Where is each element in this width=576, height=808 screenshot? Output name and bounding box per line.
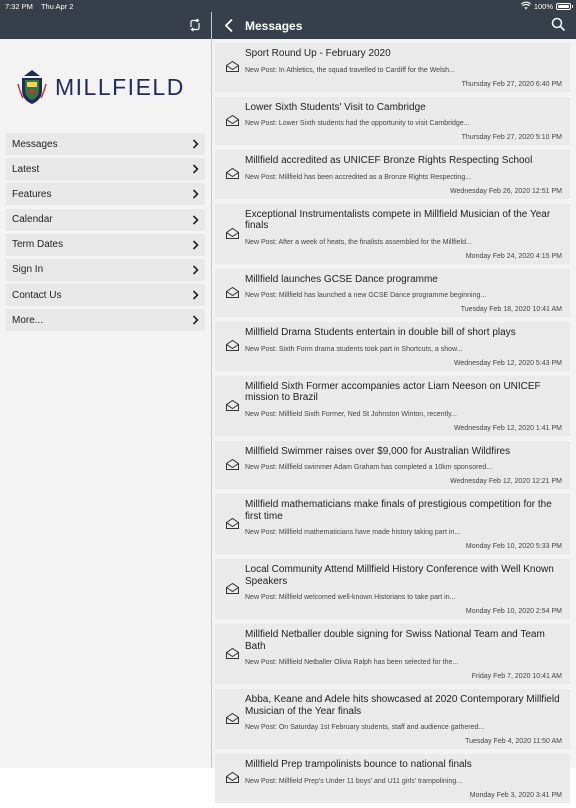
envelope-open-icon [225,60,240,73]
messages-header [212,12,576,39]
message-date: Tuesday Feb 18, 2020 10:41 AM [460,306,562,313]
sidebar-item-label: Messages [12,138,58,150]
message-title: Exceptional Instrumentalists compete in Millfield Musician of the Year finals [245,208,551,231]
message-date: Monday Feb 24, 2020 4:15 PM [465,252,562,260]
sidebar-header [0,12,211,39]
sync-icon[interactable] [188,18,202,32]
chevron-right-icon [192,240,199,250]
page-title: Messages [245,19,303,33]
message-title: Millfield mathematicians make finals of prestigious competition for the first time [245,499,552,522]
message-card[interactable] [215,441,570,490]
chevron-right-icon [192,290,199,300]
message-date: Wednesday Feb 26, 2020 12:51 PM [450,187,562,195]
message-date: Tuesday Feb 4, 2020 11:50 AM [465,738,562,745]
status-date: Thu Apr 2 [40,1,74,11]
message-preview: New Post: After a week of heats, the finalists assembled for the Millfield... [245,238,472,246]
chevron-right-icon [192,265,199,275]
message-date: Wednesday Feb 12, 2020 5:43 PM [453,359,562,367]
sidebar-item-more[interactable] [6,309,205,331]
message-title: Millfield Swimmer raises over $9,000 for Australian Wildfires [245,445,511,457]
message-card[interactable] [215,624,570,684]
wifi-icon [521,2,531,10]
status-time: 7:32 PM [5,1,33,11]
message-title: Sport Round Up - February 2020 [245,48,391,59]
envelope-open-icon [225,771,240,784]
sidebar-item-label: Calendar [12,214,53,226]
envelope-open-icon [225,582,240,595]
envelope-open-icon [225,712,240,725]
envelope-open-icon [225,647,240,660]
sidebar-item-features[interactable] [6,183,205,205]
message-preview: New Post: Millfield Sixth Former, Ned St Johnston Winton, recently... [245,410,457,418]
envelope-open-icon [225,339,240,352]
message-card[interactable] [215,204,570,264]
envelope-open-icon [225,227,240,240]
sidebar-item-sign-in[interactable] [6,259,205,281]
sidebar-item-label: More... [12,314,44,326]
message-date: Friday Feb 7, 2020 10:41 AM [471,673,562,680]
message-preview: New Post: Millfield has launched a new GCSE Dance programme beginning... [245,292,487,299]
school-crest-icon [17,68,47,106]
back-chevron-icon[interactable] [223,18,235,33]
millfield-logo [17,68,185,106]
message-date: Monday Feb 10, 2020 5:33 PM [465,543,562,550]
sidebar-item-messages[interactable] [6,133,205,155]
message-card[interactable] [215,43,570,92]
sidebar-item-term-dates[interactable] [6,234,205,256]
message-preview: New Post: Sixth Form drama students took part in Shortcuts, a show... [245,345,463,353]
message-title: Millfield Netballer double signing for Swiss National Team and Team Bath [245,629,545,652]
message-title: Local Community Attend Millfield History Conference with Well Known Speakers [245,564,554,587]
message-card[interactable] [215,269,570,318]
message-date: Monday Feb 3, 2020 3:41 PM [469,791,562,799]
message-preview: New Post: Lower Sixth students had the opportunity to visit Cambridge... [245,120,470,127]
message-card[interactable] [215,150,570,199]
message-title: Lower Sixth Students' Visit to Cambridge [245,101,426,113]
message-card[interactable] [215,689,570,749]
envelope-open-icon [225,458,240,471]
message-list [215,43,570,808]
message-preview: New Post: Millfield mathematicians have made history taking part in... [245,529,461,536]
sidebar-item-label: Sign In [12,264,44,276]
search-icon[interactable] [551,17,566,32]
chevron-right-icon [192,189,199,199]
message-card[interactable] [215,376,570,436]
message-title: Abba, Keane and Adele hits showcased at 2020 Contemporary Millfield Musician of the Year finals [245,694,560,717]
envelope-open-icon [225,286,240,299]
messages-pane [212,12,576,799]
message-card[interactable] [215,754,570,803]
chevron-right-icon [192,164,199,174]
sidebar-item-latest[interactable] [6,158,205,180]
sidebar-item-label: Latest [12,163,40,175]
sidebar-item-contact-us[interactable] [6,284,205,306]
envelope-open-icon [225,114,240,127]
message-preview: New Post: Millfield Netballer Olivia Ralph has been selected for the... [245,659,459,666]
message-preview: New Post: Millfield swimmer Adam Graham has completed a 10km sponsored... [245,464,493,471]
battery-icon [556,3,571,10]
sidebar-item-label: Contact Us [12,289,62,301]
message-preview: New Post: Millfield welcomed well-known Historians to take part in... [245,594,456,601]
message-date: Wednesday Feb 12, 2020 1:41 PM [453,424,562,432]
message-card[interactable] [215,494,570,554]
sidebar-item-label: Features [12,188,52,200]
envelope-open-icon [225,167,240,180]
message-title: Millfield Drama Students entertain in double bill of short plays [245,327,516,338]
chevron-right-icon [192,139,199,149]
message-card[interactable] [215,322,570,371]
envelope-open-icon [225,517,240,530]
message-card[interactable] [215,97,570,146]
chevron-right-icon [192,215,199,225]
message-title: Millfield Sixth Former accompanies actor Liam Neeson on UNICEF mission to Brazil [245,380,541,403]
sidebar-item-label: Term Dates [12,239,64,251]
message-title: Millfield Prep trampolinists bounce to national finals [245,759,472,770]
brand-name: MILLFIELD [55,73,185,100]
message-date: Thursday Feb 27, 2020 5:10 PM [461,134,562,141]
message-card[interactable] [215,559,570,619]
message-date: Wednesday Feb 12, 2020 12:21 PM [450,478,562,485]
status-bar [0,0,576,12]
message-title: Millfield accredited as UNICEF Bronze Rights Respecting School [245,155,533,166]
sidebar-item-calendar[interactable] [6,209,205,231]
battery-percent: 100% [533,1,553,11]
message-preview: New Post: In Athletics, the squad travelled to Cardiff for the Welsh... [245,66,455,74]
message-preview: New Post: Millfield Prep's Under 11 boys' and U11 girls' trampolining... [245,777,462,785]
chevron-right-icon [192,315,199,325]
envelope-open-icon [225,399,240,412]
sidebar [0,12,211,768]
sidebar-menu [6,133,205,335]
message-date: Monday Feb 10, 2020 2:54 PM [465,608,562,615]
message-date: Thursday Feb 27, 2020 6:40 PM [461,80,562,88]
message-title: Millfield launches GCSE Dance programme [245,273,438,285]
message-preview: New Post: On Saturday 1st February students, staff and audience gathered... [245,724,485,731]
message-preview: New Post: Millfield has been accredited as a Bronze Rights Respecting... [245,173,472,181]
